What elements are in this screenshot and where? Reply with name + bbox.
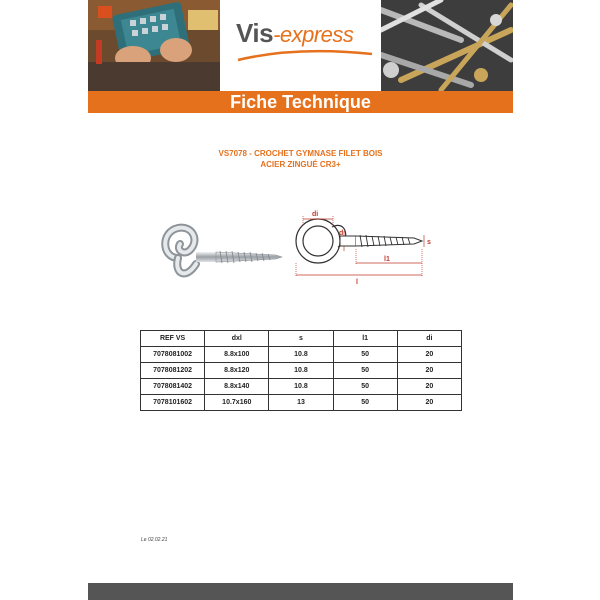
document-page	[88, 0, 513, 600]
logo-accent-text: -express	[273, 22, 354, 47]
cell-ref: 7078101602	[141, 395, 205, 411]
table-row	[141, 379, 462, 395]
document-date: Le 02.02.21	[141, 537, 168, 543]
cell-ref: 7078081002	[141, 347, 205, 363]
header-ref-vs: REF VS	[141, 331, 205, 347]
header-banner	[88, 0, 513, 91]
table-row	[141, 395, 462, 411]
logo-main-text: Vis	[236, 18, 274, 48]
header-di: di	[397, 331, 461, 347]
vis-express-logo	[236, 18, 376, 78]
cell-di: 20	[397, 379, 461, 395]
cell-l1: 50	[333, 363, 397, 379]
label-di: di	[312, 211, 319, 218]
cell-s: 10.8	[269, 379, 333, 395]
tools-photo	[88, 0, 220, 91]
product-title	[88, 148, 513, 170]
cell-dxl: 10.7x160	[205, 395, 269, 411]
cell-di: 20	[397, 395, 461, 411]
cell-s: 10.8	[269, 347, 333, 363]
cell-s: 10.8	[269, 363, 333, 379]
cell-l1: 50	[333, 347, 397, 363]
label-d: d	[339, 230, 344, 237]
table-header-row	[141, 331, 462, 347]
cell-ref: 7078081402	[141, 379, 205, 395]
table-row	[141, 363, 462, 379]
specs-table	[140, 330, 462, 411]
screws-photo	[381, 0, 513, 91]
technical-drawing	[288, 205, 438, 287]
table-row	[141, 347, 462, 363]
header-dxl: dxl	[205, 331, 269, 347]
cell-di: 20	[397, 363, 461, 379]
cell-s: 13	[269, 395, 333, 411]
cell-l1: 50	[333, 395, 397, 411]
cell-l1: 50	[333, 379, 397, 395]
header-s: s	[269, 331, 333, 347]
cell-dxl: 8.8x140	[205, 379, 269, 395]
footer-bar	[88, 583, 513, 600]
hook-photo	[156, 218, 286, 290]
label-s: s	[427, 239, 431, 246]
label-l1: l1	[384, 256, 390, 263]
header-l1: l1	[333, 331, 397, 347]
fiche-technique-banner: Fiche Technique	[88, 91, 513, 113]
label-l: l	[356, 279, 358, 286]
product-title-line1: VS7078 - CROCHET GYMNASE FILET BOIS	[218, 149, 383, 158]
cell-ref: 7078081202	[141, 363, 205, 379]
cell-dxl: 8.8x120	[205, 363, 269, 379]
cell-dxl: 8.8x100	[205, 347, 269, 363]
product-title-line2: ACIER ZINGUÉ CR3+	[260, 160, 341, 169]
cell-di: 20	[397, 347, 461, 363]
